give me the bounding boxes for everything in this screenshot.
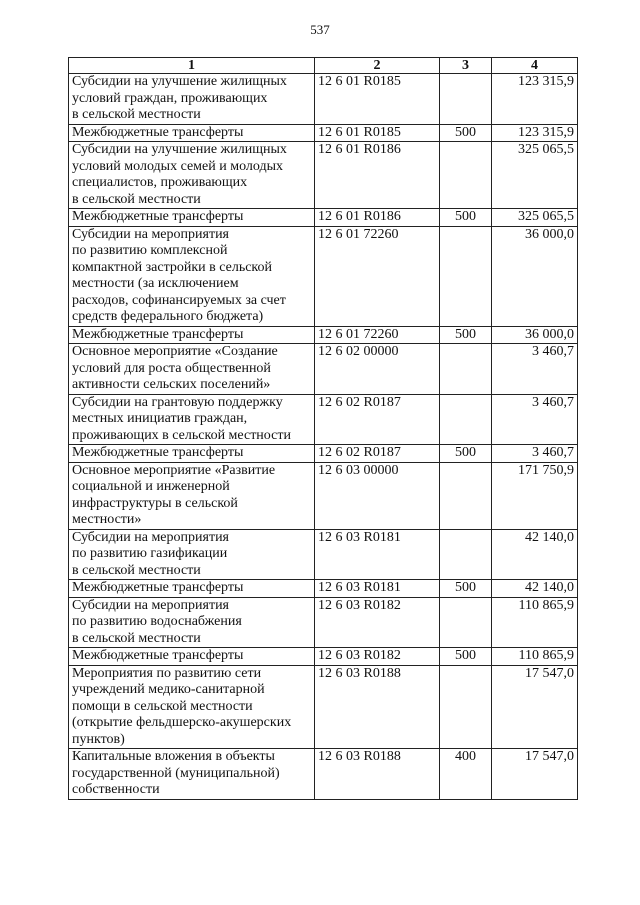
expense-name-line: проживающих в сельской местности bbox=[72, 427, 291, 443]
expense-name-line: условий молодых семей и молодых bbox=[72, 158, 284, 174]
code-cell: 12 6 03 R0182 bbox=[315, 597, 440, 648]
code-cell: 12 6 02 00000 bbox=[315, 344, 440, 395]
expense-type-cell bbox=[440, 344, 492, 395]
amount-cell: 171 750,9 bbox=[492, 462, 578, 529]
expense-name-line: Межбюджетные трансферты bbox=[72, 445, 244, 460]
expense-name-line: в сельской местности bbox=[72, 630, 201, 646]
expense-name-cell bbox=[69, 529, 315, 580]
expense-name-cell bbox=[69, 580, 315, 598]
code-cell: 12 6 01 R0185 bbox=[315, 74, 440, 125]
column-header-4: 4 bbox=[492, 58, 578, 74]
amount-cell: 3 460,7 bbox=[492, 394, 578, 445]
expense-name-line: Субсидии на мероприятия bbox=[72, 226, 229, 242]
expense-name-line: Субсидии на улучшение жилищных bbox=[72, 142, 287, 157]
amount-cell: 110 865,9 bbox=[492, 597, 578, 648]
expense-name-cell bbox=[69, 394, 315, 445]
code-cell: 12 6 03 R0182 bbox=[315, 648, 440, 666]
amount-cell: 42 140,0 bbox=[492, 529, 578, 580]
expense-name-cell bbox=[69, 326, 315, 344]
expense-name-line: условий для роста общественной bbox=[72, 360, 271, 376]
table-row bbox=[69, 445, 578, 463]
table-row bbox=[69, 142, 578, 209]
table-row bbox=[69, 648, 578, 666]
expense-name-line: (открытие фельдшерско-акушерских bbox=[72, 715, 292, 730]
amount-cell: 110 865,9 bbox=[492, 648, 578, 666]
expense-type-cell: 500 bbox=[440, 580, 492, 598]
expense-name-cell bbox=[69, 142, 315, 209]
budget-table bbox=[68, 57, 578, 800]
expense-name-line: государственной (муниципальной) bbox=[72, 765, 280, 781]
expense-name-line: Межбюджетные трансферты bbox=[72, 580, 244, 595]
table-row bbox=[69, 124, 578, 142]
table-row bbox=[69, 462, 578, 529]
code-cell: 12 6 03 R0181 bbox=[315, 580, 440, 598]
expense-name-line: инфраструктуры в сельской bbox=[72, 495, 238, 511]
expense-name-line: Межбюджетные трансферты bbox=[72, 326, 244, 342]
amount-cell: 36 000,0 bbox=[492, 326, 578, 344]
expense-name-line: местности (за исключением bbox=[72, 276, 239, 291]
page-number: 537 bbox=[310, 22, 330, 37]
expense-name-line: Межбюджетные трансферты bbox=[72, 124, 244, 140]
expense-name-line: в сельской местности bbox=[72, 107, 201, 122]
expense-name-line: специалистов, проживающих bbox=[72, 175, 248, 190]
expense-name-line: расходов, софинансируемых за счет bbox=[72, 292, 286, 308]
expense-name-cell bbox=[69, 462, 315, 529]
table-row bbox=[69, 74, 578, 125]
code-cell: 12 6 02 R0187 bbox=[315, 394, 440, 445]
code-cell: 12 6 03 00000 bbox=[315, 462, 440, 529]
table-row bbox=[69, 326, 578, 344]
expense-type-cell bbox=[440, 142, 492, 209]
expense-name-line: Межбюджетные трансферты bbox=[72, 648, 244, 663]
header-row bbox=[69, 58, 578, 74]
expense-name-line: Мероприятия по развитию сети bbox=[72, 665, 262, 681]
expense-name-line: Субсидии на мероприятия bbox=[72, 597, 229, 613]
amount-cell: 325 065,5 bbox=[492, 142, 578, 209]
expense-name-line: компактной застройки в сельской bbox=[72, 259, 273, 275]
expense-name-line: условий граждан, проживающих bbox=[72, 90, 268, 106]
expense-name-line: по развитию газификации bbox=[72, 546, 228, 561]
expense-name-cell bbox=[69, 665, 315, 749]
expense-name-cell bbox=[69, 749, 315, 800]
code-cell: 12 6 03 R0188 bbox=[315, 665, 440, 749]
amount-cell: 42 140,0 bbox=[492, 580, 578, 598]
table-row bbox=[69, 597, 578, 648]
expense-name-line: Основное мероприятие «Развитие bbox=[72, 462, 276, 478]
expense-name-cell bbox=[69, 344, 315, 395]
expense-name-cell bbox=[69, 445, 315, 463]
expense-name-line: собственности bbox=[72, 782, 160, 797]
table-row bbox=[69, 226, 578, 326]
expense-type-cell: 400 bbox=[440, 749, 492, 800]
expense-name-line: социальной и инженерной bbox=[72, 479, 230, 494]
expense-type-cell bbox=[440, 665, 492, 749]
expense-name-line: Субсидии на грантовую поддержку bbox=[72, 394, 283, 410]
amount-cell: 123 315,9 bbox=[492, 124, 578, 142]
expense-type-cell bbox=[440, 226, 492, 326]
table-row bbox=[69, 749, 578, 800]
code-cell: 12 6 03 R0181 bbox=[315, 529, 440, 580]
table-row bbox=[69, 529, 578, 580]
expense-name-line: Субсидии на улучшение жилищных bbox=[72, 74, 287, 89]
expense-type-cell: 500 bbox=[440, 124, 492, 142]
amount-cell: 36 000,0 bbox=[492, 226, 578, 326]
expense-name-line: по развитию водоснабжения bbox=[72, 614, 242, 629]
amount-cell: 123 315,9 bbox=[492, 74, 578, 125]
expense-type-cell bbox=[440, 529, 492, 580]
expense-name-line: помощи в сельской местности bbox=[72, 698, 253, 714]
amount-cell: 3 460,7 bbox=[492, 344, 578, 395]
amount-cell: 325 065,5 bbox=[492, 209, 578, 227]
code-cell: 12 6 02 R0187 bbox=[315, 445, 440, 463]
code-cell: 12 6 01 R0186 bbox=[315, 142, 440, 209]
column-header-3: 3 bbox=[440, 58, 492, 74]
table-row bbox=[69, 580, 578, 598]
expense-name-line: учреждений медико-санитарной bbox=[72, 682, 265, 697]
table-row bbox=[69, 665, 578, 749]
expense-name-cell bbox=[69, 648, 315, 666]
amount-cell: 3 460,7 bbox=[492, 445, 578, 463]
code-cell: 12 6 01 72260 bbox=[315, 326, 440, 344]
amount-cell: 17 547,0 bbox=[492, 665, 578, 749]
code-cell: 12 6 01 R0185 bbox=[315, 124, 440, 142]
table-row bbox=[69, 394, 578, 445]
expense-name-line: местности» bbox=[72, 512, 142, 527]
expense-name-line: пунктов) bbox=[72, 731, 125, 747]
table-header bbox=[69, 58, 578, 74]
expense-type-cell bbox=[440, 394, 492, 445]
expense-type-cell: 500 bbox=[440, 209, 492, 227]
code-cell: 12 6 03 R0188 bbox=[315, 749, 440, 800]
expense-name-line: Основное мероприятие «Создание bbox=[72, 344, 278, 359]
expense-type-cell: 500 bbox=[440, 445, 492, 463]
expense-type-cell: 500 bbox=[440, 648, 492, 666]
column-header-2: 2 bbox=[315, 58, 440, 74]
table-row bbox=[69, 344, 578, 395]
expense-name-line: местных инициатив граждан, bbox=[72, 411, 248, 426]
table-body bbox=[69, 74, 578, 800]
expense-name-line: Субсидии на мероприятия bbox=[72, 529, 229, 545]
code-cell: 12 6 01 72260 bbox=[315, 226, 440, 326]
expense-type-cell bbox=[440, 597, 492, 648]
expense-name-line: Межбюджетные трансферты bbox=[72, 209, 244, 224]
amount-cell: 17 547,0 bbox=[492, 749, 578, 800]
expense-name-line: Капитальные вложения в объекты bbox=[72, 749, 275, 764]
expense-name-line: в сельской местности bbox=[72, 191, 201, 207]
expense-name-cell bbox=[69, 124, 315, 142]
expense-name-line: активности сельских поселений» bbox=[72, 377, 271, 392]
code-cell: 12 6 01 R0186 bbox=[315, 209, 440, 227]
expense-name-line: средств федерального бюджета) bbox=[72, 309, 264, 324]
expense-name-cell bbox=[69, 226, 315, 326]
expense-name-cell bbox=[69, 209, 315, 227]
expense-name-line: в сельской местности bbox=[72, 562, 201, 578]
expense-name-line: по развитию комплексной bbox=[72, 243, 228, 258]
expense-type-cell bbox=[440, 462, 492, 529]
expense-name-cell bbox=[69, 74, 315, 125]
column-header-1: 1 bbox=[69, 58, 315, 74]
table-row bbox=[69, 209, 578, 227]
expense-name-cell bbox=[69, 597, 315, 648]
expense-type-cell: 500 bbox=[440, 326, 492, 344]
expense-type-cell bbox=[440, 74, 492, 125]
